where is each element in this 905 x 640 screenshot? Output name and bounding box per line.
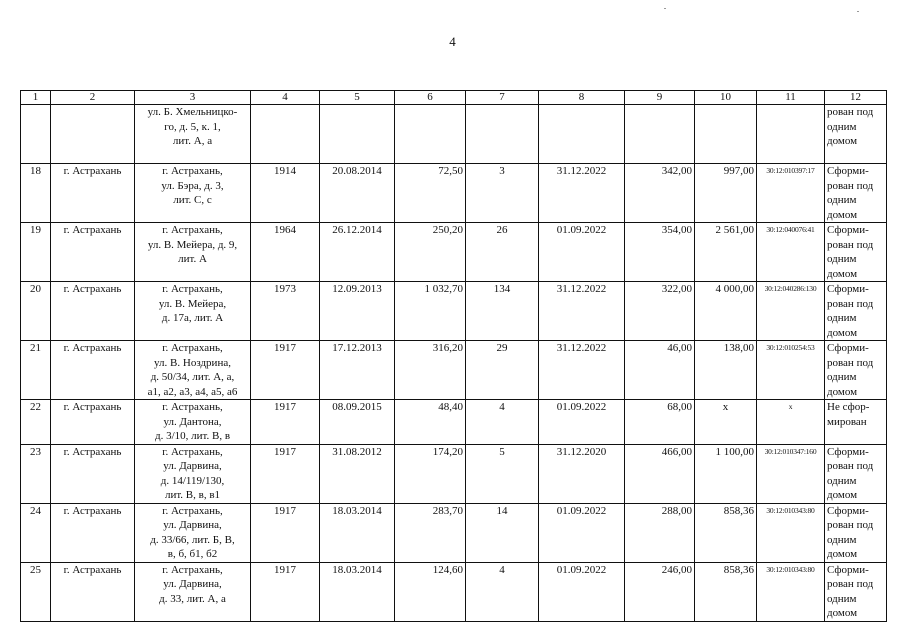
date-cell: 08.09.2015 [320, 400, 395, 445]
housing-registry-table [20, 90, 887, 622]
status-cell: рован под одним домом [825, 105, 887, 164]
area-cell: 283,70 [395, 503, 466, 562]
scan-speck [857, 11, 859, 12]
year-cell: 1917 [251, 562, 320, 621]
row-number-cell: 18 [21, 164, 51, 223]
table-row [21, 562, 887, 621]
status-cell: Сформи- рован под одним домом [825, 562, 887, 621]
row-number-cell: 22 [21, 400, 51, 445]
empty-cell [695, 105, 757, 164]
address-cell: г. Астрахань, ул. В. Ноздрина, д. 50/34, лит. А, а, а1, а2, а3, а4, а5, а6 [135, 341, 251, 400]
value10-cell: 138,00 [695, 341, 757, 400]
deadline-cell: 31.12.2022 [539, 341, 625, 400]
cadastral-cell: 30:12:010343:80 [757, 562, 825, 621]
city-cell: г. Астрахань [51, 444, 135, 503]
date-cell: 20.08.2014 [320, 164, 395, 223]
column-header: 1 [21, 91, 51, 105]
deadline-cell: 31.12.2022 [539, 282, 625, 341]
address-cell: г. Астрахань, ул. Дарвина, д. 14/119/130, лит. В, в, в1 [135, 444, 251, 503]
cadastral-cell: 30:12:010347:160 [757, 444, 825, 503]
deadline-cell: 01.09.2022 [539, 503, 625, 562]
year-cell: 1917 [251, 341, 320, 400]
area-cell: 124,60 [395, 562, 466, 621]
year-cell: 1917 [251, 400, 320, 445]
deadline-cell: 31.12.2022 [539, 164, 625, 223]
address-cell: г. Астрахань, ул. В. Мейера, д. 17а, лит. А [135, 282, 251, 341]
header-row [21, 91, 887, 105]
city-cell: г. Астрахань [51, 164, 135, 223]
city-cell: г. Астрахань [51, 562, 135, 621]
status-cell: Сформи- рован под одним домом [825, 503, 887, 562]
value9-cell: 322,00 [625, 282, 695, 341]
address-cell: г. Астрахань, ул. Дантона, д. 3/10, лит. В, в [135, 400, 251, 445]
status-cell: Не сфор- мирован [825, 400, 887, 445]
value9-cell: 342,00 [625, 164, 695, 223]
column-header: 12 [825, 91, 887, 105]
date-cell: 17.12.2013 [320, 341, 395, 400]
date-cell: 18.03.2014 [320, 562, 395, 621]
residents-cell: 5 [466, 444, 539, 503]
empty-cell [395, 105, 466, 164]
empty-cell [320, 105, 395, 164]
city-cell: г. Астрахань [51, 223, 135, 282]
deadline-cell: 01.09.2022 [539, 400, 625, 445]
empty-cell [51, 105, 135, 164]
empty-cell [466, 105, 539, 164]
address-cell: г. Астрахань, ул. Бэра, д. 3, лит. С, с [135, 164, 251, 223]
value10-cell: 2 561,00 [695, 223, 757, 282]
area-cell: 1 032,70 [395, 282, 466, 341]
residents-cell: 4 [466, 562, 539, 621]
status-cell: Сформи- рован под одним домом [825, 164, 887, 223]
value9-cell: 466,00 [625, 444, 695, 503]
area-cell: 72,50 [395, 164, 466, 223]
column-header: 7 [466, 91, 539, 105]
residents-cell: 26 [466, 223, 539, 282]
residents-cell: 4 [466, 400, 539, 445]
residents-cell: 3 [466, 164, 539, 223]
column-header: 4 [251, 91, 320, 105]
row-number-cell: 24 [21, 503, 51, 562]
year-cell: 1964 [251, 223, 320, 282]
address-cell: г. Астрахань, ул. В. Мейера, д. 9, лит. А [135, 223, 251, 282]
deadline-cell: 01.09.2022 [539, 562, 625, 621]
value10-cell: 1 100,00 [695, 444, 757, 503]
date-cell: 18.03.2014 [320, 503, 395, 562]
city-cell: г. Астрахань [51, 341, 135, 400]
city-cell: г. Астрахань [51, 503, 135, 562]
cadastral-cell: х [757, 400, 825, 445]
value10-cell: 858,36 [695, 503, 757, 562]
area-cell: 316,20 [395, 341, 466, 400]
year-cell: 1914 [251, 164, 320, 223]
empty-cell [539, 105, 625, 164]
empty-cell [21, 105, 51, 164]
city-cell: г. Астрахань [51, 400, 135, 445]
value9-cell: 354,00 [625, 223, 695, 282]
row-number-cell: 21 [21, 341, 51, 400]
year-cell: 1917 [251, 444, 320, 503]
continuation-row [21, 105, 887, 164]
table-row [21, 503, 887, 562]
cadastral-cell: 30:12:040286:130 [757, 282, 825, 341]
cadastral-cell: 30:12:010343:80 [757, 503, 825, 562]
table-row [21, 282, 887, 341]
value9-cell: 68,00 [625, 400, 695, 445]
deadline-cell: 01.09.2022 [539, 223, 625, 282]
status-cell: Сформи- рован под одним домом [825, 282, 887, 341]
status-cell: Сформи- рован под одним домом [825, 444, 887, 503]
table-row [21, 223, 887, 282]
value9-cell: 46,00 [625, 341, 695, 400]
year-cell: 1973 [251, 282, 320, 341]
year-cell: 1917 [251, 503, 320, 562]
residents-cell: 134 [466, 282, 539, 341]
date-cell: 12.09.2013 [320, 282, 395, 341]
cadastral-cell: 30:12:010397:17 [757, 164, 825, 223]
empty-cell [625, 105, 695, 164]
row-number-cell: 23 [21, 444, 51, 503]
residents-cell: 14 [466, 503, 539, 562]
value9-cell: 288,00 [625, 503, 695, 562]
date-cell: 26.12.2014 [320, 223, 395, 282]
area-cell: 48,40 [395, 400, 466, 445]
area-cell: 250,20 [395, 223, 466, 282]
row-number-cell: 20 [21, 282, 51, 341]
cadastral-cell: 30:12:040076:41 [757, 223, 825, 282]
empty-cell [251, 105, 320, 164]
city-cell: г. Астрахань [51, 282, 135, 341]
column-header: 9 [625, 91, 695, 105]
value10-cell: 858,36 [695, 562, 757, 621]
table-row [21, 444, 887, 503]
row-number-cell: 19 [21, 223, 51, 282]
page-number: 4 [449, 34, 456, 49]
cadastral-cell: 30:12:010254:53 [757, 341, 825, 400]
column-header: 8 [539, 91, 625, 105]
address-cell: г. Астрахань, ул. Дарвина, д. 33, лит. А, а [135, 562, 251, 621]
row-number-cell: 25 [21, 562, 51, 621]
value10-cell: 997,00 [695, 164, 757, 223]
column-header: 3 [135, 91, 251, 105]
address-cell: г. Астрахань, ул. Дарвина, д. 33/66, лит. Б, В, в, б, б1, б2 [135, 503, 251, 562]
value9-cell: 246,00 [625, 562, 695, 621]
value10-cell: х [695, 400, 757, 445]
table-row [21, 164, 887, 223]
empty-cell [757, 105, 825, 164]
table-row [21, 400, 887, 445]
address-cell: ул. Б. Хмельницко- го, д. 5, к. 1, лит. А, а [135, 105, 251, 164]
column-header: 10 [695, 91, 757, 105]
column-header: 11 [757, 91, 825, 105]
column-header: 2 [51, 91, 135, 105]
value10-cell: 4 000,00 [695, 282, 757, 341]
residents-cell: 29 [466, 341, 539, 400]
date-cell: 31.08.2012 [320, 444, 395, 503]
column-header: 6 [395, 91, 466, 105]
status-cell: Сформи- рован под одним домом [825, 341, 887, 400]
table-row [21, 341, 887, 400]
area-cell: 174,20 [395, 444, 466, 503]
scan-speck [664, 8, 666, 9]
deadline-cell: 31.12.2020 [539, 444, 625, 503]
column-header: 5 [320, 91, 395, 105]
status-cell: Сформи- рован под одним домом [825, 223, 887, 282]
